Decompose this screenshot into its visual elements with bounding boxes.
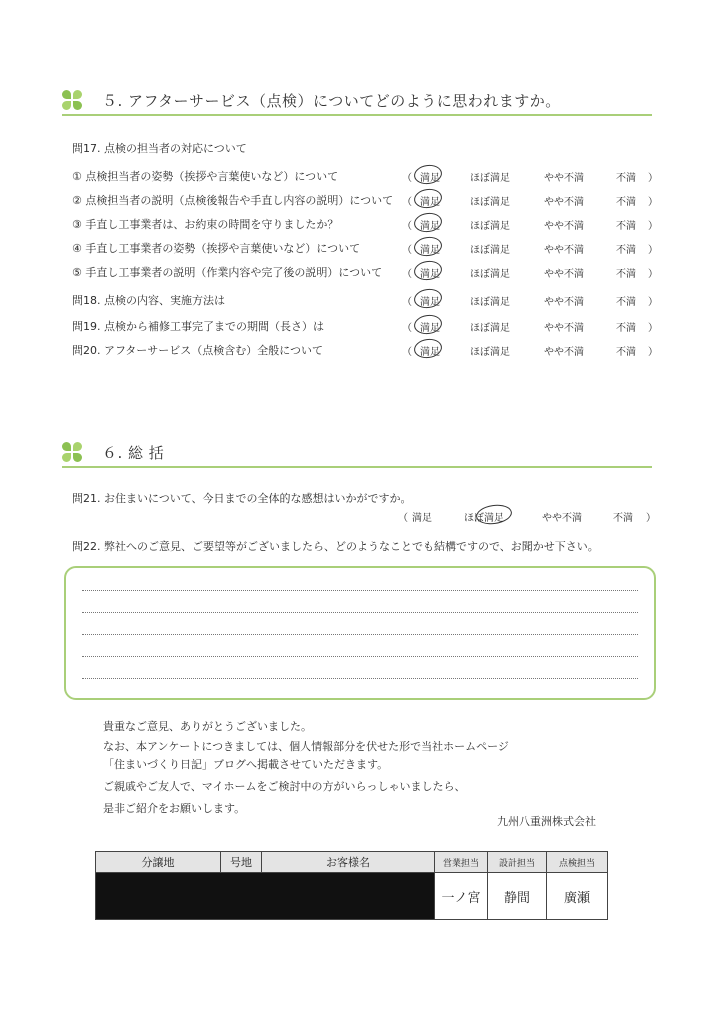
- paren: （: [402, 347, 412, 358]
- option-o4[interactable]: 不満: [616, 197, 636, 208]
- option-o1[interactable]: 満足: [420, 297, 440, 308]
- paren: （: [402, 323, 412, 334]
- option-o1[interactable]: 満足: [420, 269, 440, 280]
- closing-line-5: 是非ご紹介をお願いします。: [103, 802, 246, 815]
- paren: ）: [648, 221, 658, 232]
- option-o1[interactable]: 満足: [420, 347, 440, 358]
- q21-options: （ 満足 ほぼ満足 やや不満 不満 ）: [398, 509, 658, 523]
- paren: ）: [648, 297, 658, 308]
- option-o2[interactable]: ほぼ満足: [470, 245, 510, 256]
- comment-line: [82, 656, 638, 657]
- question-label: 問18. 点検の内容、実施方法は: [72, 294, 225, 307]
- paren: ）: [648, 269, 658, 280]
- redacted-block: [96, 873, 435, 920]
- option-o3[interactable]: やや不満: [544, 323, 584, 334]
- option-o1[interactable]: 満足: [420, 197, 440, 208]
- paren: ）: [648, 347, 658, 358]
- question-label: ① 点検担当者の姿勢（挨拶や言葉使いなど）について: [72, 170, 339, 183]
- option-o1[interactable]: 満足: [420, 245, 440, 256]
- paren: ）: [648, 197, 658, 208]
- option-o3[interactable]: やや不満: [544, 197, 584, 208]
- option-o3[interactable]: やや不満: [544, 221, 584, 232]
- clover-logo-icon: [62, 90, 84, 112]
- header-lot-number: 号地: [221, 852, 262, 873]
- comment-line: [82, 634, 638, 635]
- option-o2[interactable]: ほぼ満足: [470, 221, 510, 232]
- option-o3[interactable]: やや不満: [544, 269, 584, 280]
- option-o4[interactable]: 不満: [616, 221, 636, 232]
- design-rep: 静間: [488, 873, 547, 920]
- closing-line-3: 「住まいづくり日記」ブログへ掲載させていただきます。: [103, 758, 389, 771]
- question-options: [402, 293, 658, 307]
- sales-rep: 一ノ宮: [435, 873, 488, 920]
- paren: ）: [648, 245, 658, 256]
- question-options: [402, 343, 658, 357]
- paren: （: [402, 245, 412, 256]
- section6-header: [62, 440, 652, 468]
- question-label: 問19. 点検から補修工事完了までの期間（長さ）は: [72, 320, 324, 333]
- question-options: [402, 265, 658, 279]
- customer-info-table: [95, 851, 608, 920]
- comment-line: [82, 678, 638, 679]
- option-o2[interactable]: ほぼ満足: [470, 323, 510, 334]
- paren: （: [402, 197, 412, 208]
- section5-title: ５. アフターサービス（点検）についてどのように思われますか。: [102, 92, 561, 110]
- q17-heading: 問17. 点検の担当者の対応について: [72, 142, 247, 155]
- header-lot: 分譲地: [96, 852, 221, 873]
- comment-box[interactable]: [64, 566, 656, 700]
- question-label: ③ 手直し工事業者は、お約束の時間を守りましたか？: [72, 218, 339, 231]
- question-options: [402, 193, 658, 207]
- closing-line-4: ご親戚やご友人で、マイホームをご検討中の方がいらっしゃいましたら、: [103, 780, 466, 793]
- paren: ）: [648, 323, 658, 334]
- option-o2[interactable]: ほぼ満足: [470, 347, 510, 358]
- comment-line: [82, 590, 638, 591]
- paren: （: [402, 221, 412, 232]
- paren: ）: [648, 173, 658, 184]
- option-o2[interactable]: ほぼ満足: [470, 173, 510, 184]
- question-options: [402, 241, 658, 255]
- q21-option-3[interactable]: やや不満: [542, 513, 582, 524]
- option-o4[interactable]: 不満: [616, 347, 636, 358]
- option-o4[interactable]: 不満: [616, 323, 636, 334]
- option-o4[interactable]: 不満: [616, 269, 636, 280]
- header-sales: 営業担当: [435, 852, 488, 873]
- company-name: 九州八重洲株式会社: [497, 815, 596, 828]
- comment-line: [82, 612, 638, 613]
- paren: （: [402, 173, 412, 184]
- question-label: ② 点検担当者の説明（点検後報告や手直し内容の説明）について: [72, 194, 394, 207]
- section6-title: ６. 総 括: [102, 444, 165, 462]
- q21-option-1[interactable]: 満足: [412, 513, 432, 524]
- q21-label: 問21. お住まいについて、今日までの全体的な感想はいかがですか。: [72, 492, 412, 505]
- option-o4[interactable]: 不満: [616, 173, 636, 184]
- closing-line-2: なお、本アンケートにつきましては、個人情報部分を伏せた形で当社ホームページ: [103, 740, 509, 753]
- option-o1[interactable]: 満足: [420, 221, 440, 232]
- inspection-rep: 廣瀬: [547, 873, 608, 920]
- question-options: [402, 217, 658, 231]
- option-o2[interactable]: ほぼ満足: [470, 297, 510, 308]
- header-design: 設計担当: [488, 852, 547, 873]
- section5-header: [62, 88, 652, 116]
- question-options: [402, 319, 658, 333]
- header-customer-name: お客様名: [262, 852, 435, 873]
- option-o3[interactable]: やや不満: [544, 347, 584, 358]
- option-o1[interactable]: 満足: [420, 173, 440, 184]
- option-o2[interactable]: ほぼ満足: [470, 269, 510, 280]
- paren: （: [402, 269, 412, 280]
- question-label: ⑤ 手直し工事業者の説明（作業内容や完了後の説明）について: [72, 266, 383, 279]
- question-options: [402, 169, 658, 183]
- closing-line-1: 貴重なご意見、ありがとうございました。: [103, 720, 312, 733]
- option-o2[interactable]: ほぼ満足: [470, 197, 510, 208]
- q22-label: 問22. 弊社へのご意見、ご要望等がございましたら、どのようなことでも結構ですので、お聞かせ下さい。: [72, 540, 599, 553]
- q21-option-4[interactable]: 不満: [613, 513, 633, 524]
- question-label: ④ 手直し工事業者の姿勢（挨拶や言葉使いなど）について: [72, 242, 361, 255]
- option-o1[interactable]: 満足: [420, 323, 440, 334]
- paren: （: [402, 297, 412, 308]
- clover-logo-icon: [62, 442, 84, 464]
- option-o3[interactable]: やや不満: [544, 297, 584, 308]
- option-o3[interactable]: やや不満: [544, 173, 584, 184]
- option-o4[interactable]: 不満: [616, 297, 636, 308]
- header-inspection: 点検担当: [547, 852, 608, 873]
- option-o4[interactable]: 不満: [616, 245, 636, 256]
- q21-option-2[interactable]: ほぼ満足: [464, 513, 504, 524]
- question-label: 問20. アフターサービス（点検含む）全般について: [72, 344, 323, 357]
- option-o3[interactable]: やや不満: [544, 245, 584, 256]
